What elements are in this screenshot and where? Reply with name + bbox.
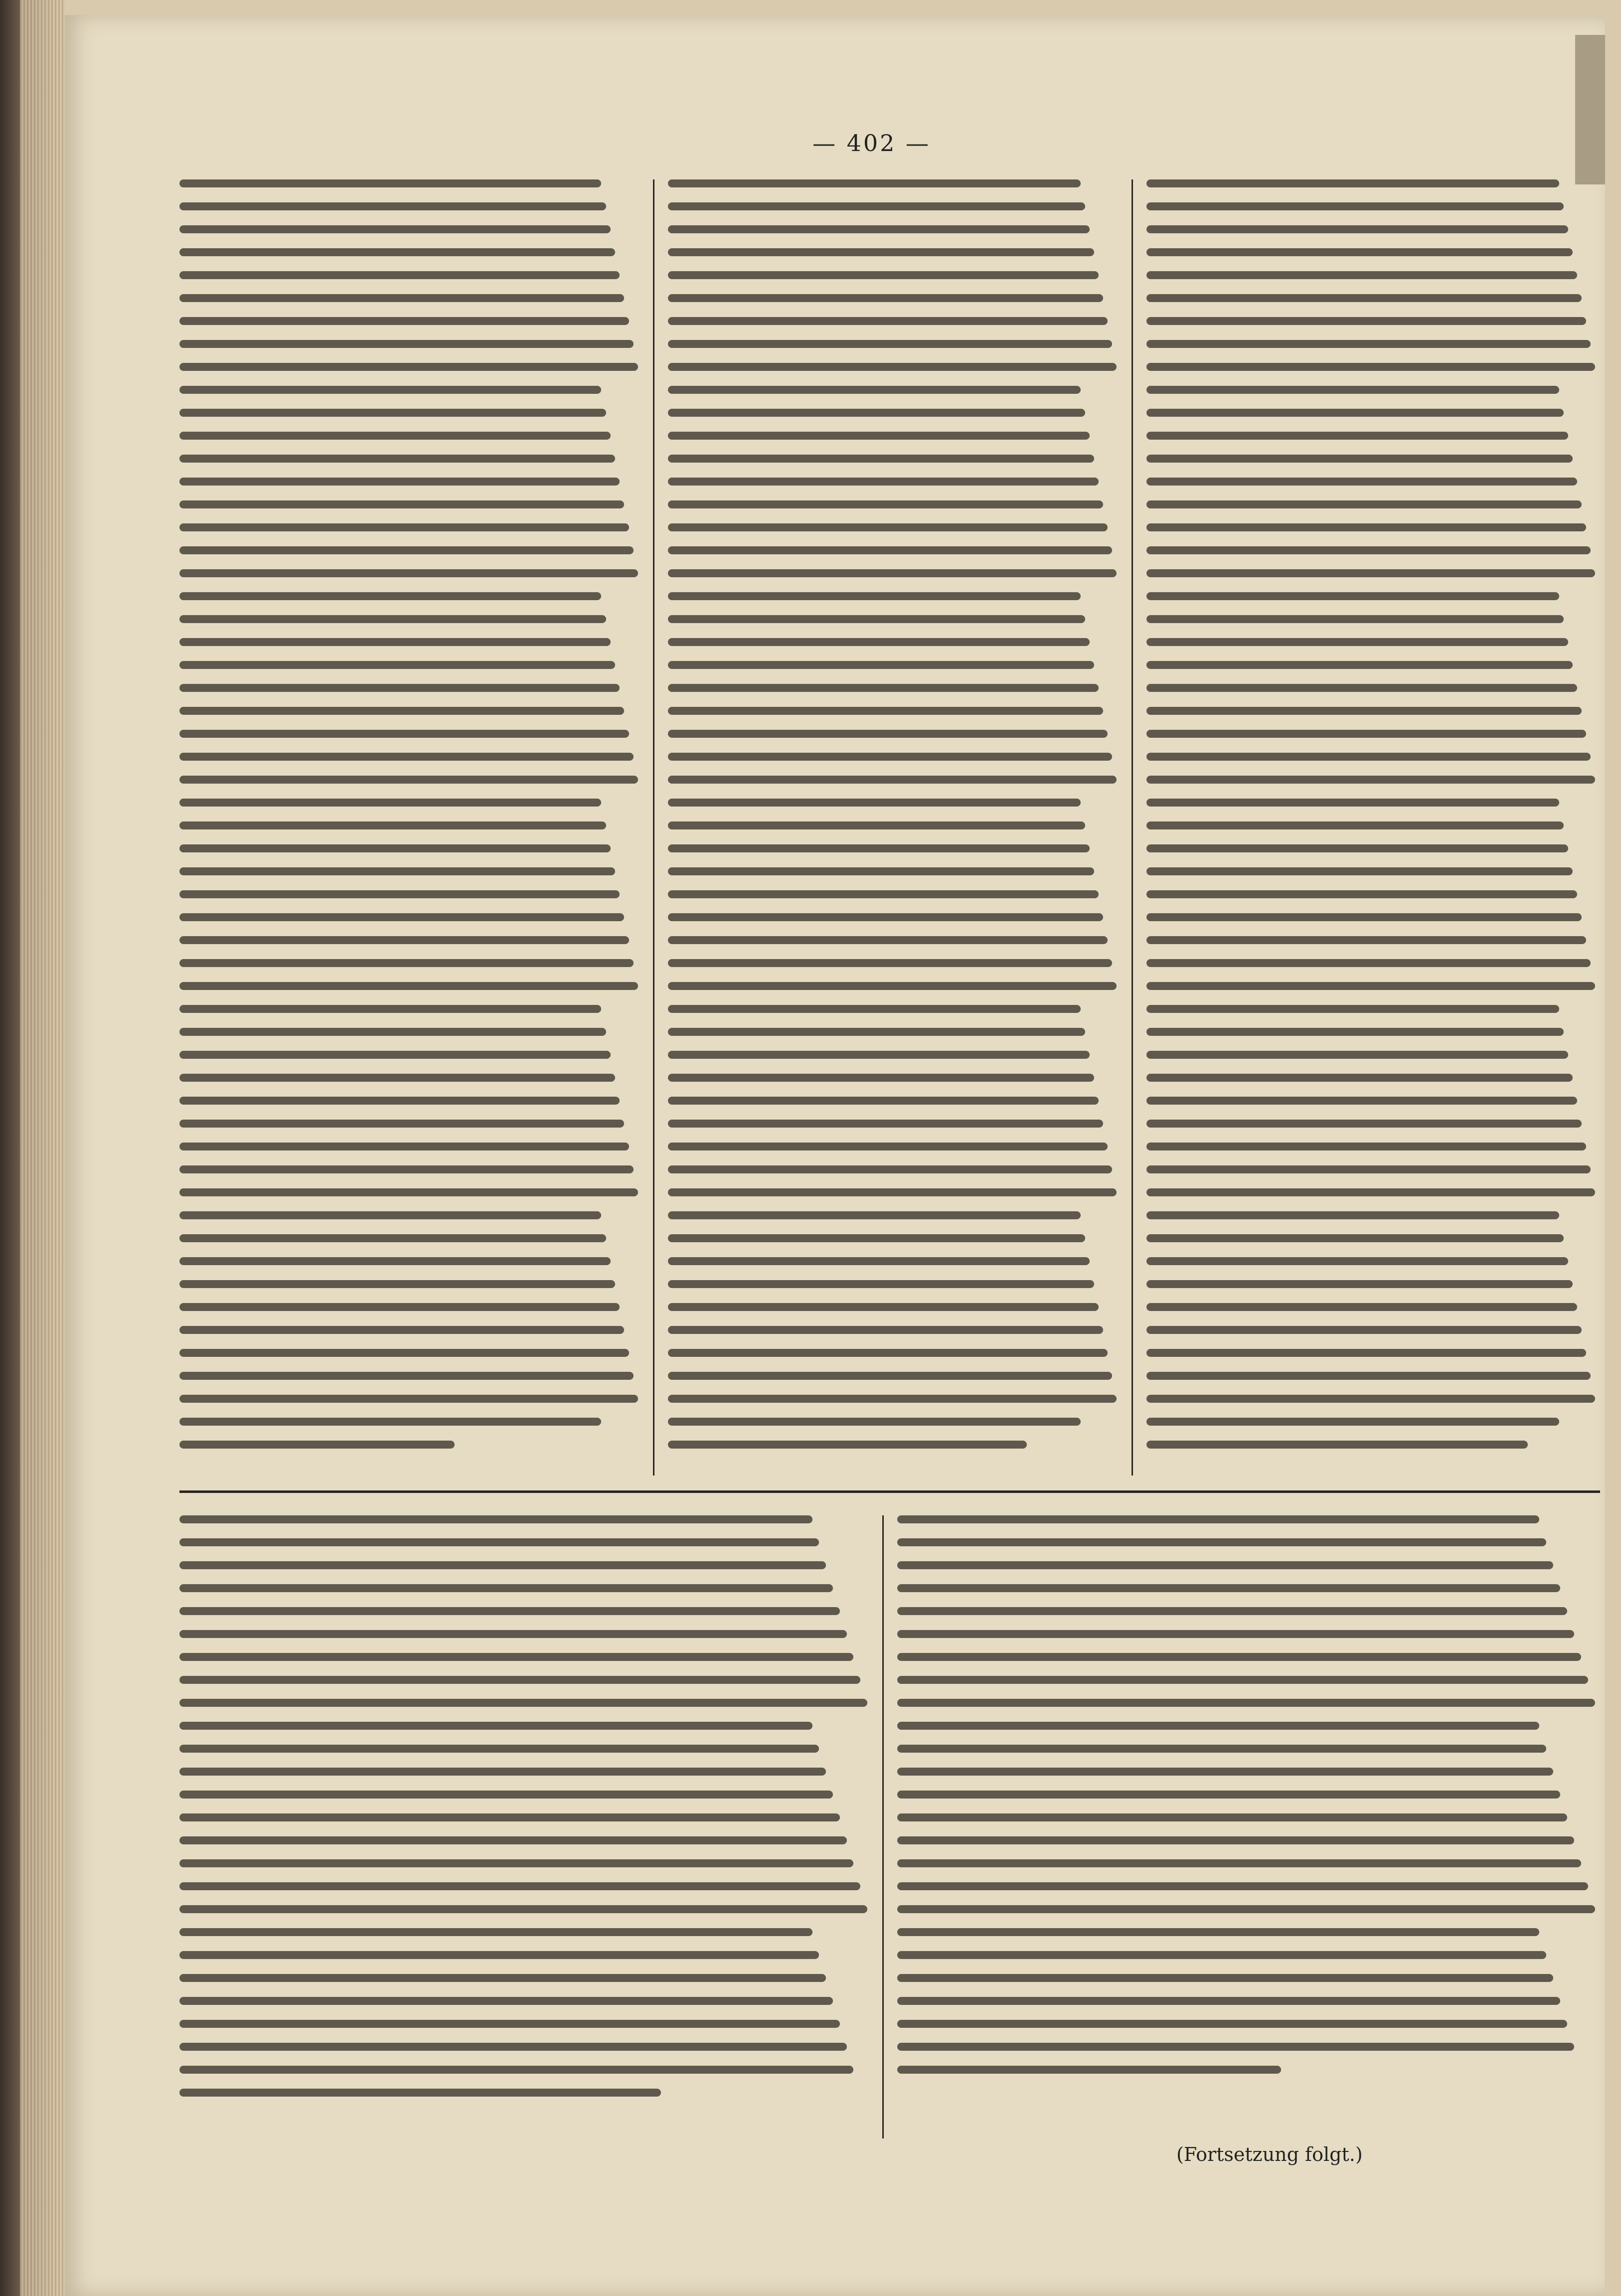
text-line <box>179 936 629 944</box>
upper-column-1 <box>179 179 638 1464</box>
text-line <box>1146 179 1559 187</box>
text-line <box>179 1722 812 1730</box>
text-line <box>897 1515 1539 1523</box>
text-line <box>179 1699 867 1707</box>
text-line <box>179 1211 601 1219</box>
text-line <box>668 1418 1081 1426</box>
text-line <box>668 546 1112 554</box>
text-line <box>1146 409 1564 417</box>
text-line <box>179 913 624 921</box>
text-line <box>668 500 1103 508</box>
newspaper-page <box>65 15 1605 2296</box>
text-line <box>179 638 611 646</box>
text-line <box>668 1143 1108 1150</box>
text-line <box>1146 546 1591 554</box>
text-line <box>1146 1143 1586 1150</box>
text-line <box>668 1372 1112 1380</box>
text-line <box>179 753 634 761</box>
text-line <box>668 1211 1081 1219</box>
text-line <box>1146 569 1595 577</box>
text-line <box>668 1395 1117 1403</box>
text-line <box>179 821 606 829</box>
text-line <box>1146 340 1591 348</box>
text-line <box>1146 936 1586 944</box>
text-line <box>179 1997 833 2005</box>
text-line <box>668 707 1103 715</box>
text-line <box>668 684 1099 692</box>
text-line <box>179 867 615 875</box>
text-line <box>179 959 634 967</box>
text-line <box>179 1515 812 1523</box>
text-line <box>897 1905 1595 1913</box>
text-line <box>179 1813 840 1821</box>
text-line <box>897 1584 1560 1592</box>
text-line <box>179 2066 853 2074</box>
text-line <box>1146 1165 1591 1173</box>
text-line <box>897 1630 1574 1638</box>
text-line <box>179 546 634 554</box>
text-line <box>1146 1303 1577 1311</box>
text-line <box>668 1005 1081 1013</box>
text-line <box>179 386 601 394</box>
text-line <box>1146 753 1591 761</box>
text-line <box>1146 982 1595 990</box>
text-line <box>179 2089 661 2097</box>
text-line <box>897 1607 1567 1615</box>
text-line <box>179 1561 826 1569</box>
column-rule <box>882 1515 884 2138</box>
text-line <box>897 1974 1553 1982</box>
text-line <box>1146 890 1577 898</box>
text-line <box>668 799 1081 807</box>
text-line <box>1146 1028 1564 1036</box>
text-line <box>897 1813 1567 1821</box>
text-line <box>668 340 1112 348</box>
text-line <box>668 913 1103 921</box>
upper-column-2 <box>668 179 1117 1464</box>
text-line <box>179 1791 833 1799</box>
text-line <box>668 1120 1103 1128</box>
text-line <box>668 1441 1027 1449</box>
text-line <box>179 317 629 325</box>
text-line <box>668 363 1117 371</box>
text-line <box>668 1188 1117 1196</box>
text-line <box>1146 1234 1564 1242</box>
text-line <box>897 1836 1574 1844</box>
text-line <box>668 1028 1085 1036</box>
text-line <box>1146 1097 1577 1105</box>
text-line <box>179 1143 629 1150</box>
text-line <box>179 478 620 486</box>
text-line <box>179 1836 847 1844</box>
text-line <box>1146 248 1573 256</box>
text-line <box>179 340 634 348</box>
text-line <box>897 1722 1539 1730</box>
text-line <box>179 684 620 692</box>
text-line <box>668 615 1085 623</box>
text-line <box>179 1882 860 1890</box>
text-line <box>1146 1326 1582 1334</box>
text-line <box>179 202 606 210</box>
text-line <box>179 500 624 508</box>
text-line <box>668 294 1103 302</box>
text-line <box>1146 1120 1582 1128</box>
text-line <box>1146 1188 1595 1196</box>
text-line <box>1146 799 1559 807</box>
text-line <box>179 1074 615 1082</box>
text-line <box>179 799 601 807</box>
text-line <box>668 455 1094 463</box>
text-line <box>1146 867 1573 875</box>
text-line <box>1146 455 1573 463</box>
text-line <box>1146 1280 1573 1288</box>
text-line <box>179 294 624 302</box>
text-line <box>1146 1372 1591 1380</box>
text-line <box>668 959 1112 967</box>
text-line <box>179 1745 819 1753</box>
text-line <box>1146 432 1568 440</box>
text-line <box>1146 1074 1573 1082</box>
text-line <box>1146 386 1559 394</box>
text-line <box>179 409 606 417</box>
text-line <box>1146 959 1591 967</box>
text-line <box>668 202 1085 210</box>
text-line <box>179 1418 601 1426</box>
text-line <box>897 1561 1553 1569</box>
text-line <box>668 821 1085 829</box>
text-line <box>179 1280 615 1288</box>
text-line <box>668 225 1090 233</box>
text-line <box>897 1653 1581 1661</box>
text-line <box>179 1395 638 1403</box>
text-line <box>668 1097 1099 1105</box>
text-line <box>1146 776 1595 784</box>
text-line <box>668 638 1090 646</box>
text-line <box>179 248 615 256</box>
text-line <box>1146 615 1564 623</box>
lower-column-2 <box>897 1515 1595 2089</box>
text-line <box>1146 478 1577 486</box>
text-line <box>1146 500 1582 508</box>
text-line <box>179 1234 606 1242</box>
text-line <box>668 936 1108 944</box>
text-line <box>1146 317 1586 325</box>
text-line <box>1146 638 1568 646</box>
text-line <box>668 730 1108 738</box>
text-line <box>179 615 606 623</box>
text-line <box>1146 523 1586 531</box>
text-line <box>668 179 1081 187</box>
text-line <box>1146 592 1559 600</box>
text-line <box>897 1997 1560 2005</box>
text-line <box>668 890 1099 898</box>
text-line <box>668 1257 1090 1265</box>
text-line <box>897 1859 1581 1867</box>
page-tab <box>1575 35 1605 184</box>
text-line <box>668 432 1090 440</box>
text-line <box>668 271 1099 279</box>
text-line <box>179 1097 620 1105</box>
text-line <box>179 730 629 738</box>
text-line <box>179 1859 853 1867</box>
page-stack-edges <box>20 0 65 2296</box>
text-line <box>897 1882 1588 1890</box>
text-line <box>668 317 1108 325</box>
text-line <box>668 1349 1108 1357</box>
text-line <box>668 409 1085 417</box>
text-line <box>1146 844 1568 852</box>
text-line <box>179 1584 833 1592</box>
section-divider <box>179 1490 1600 1493</box>
text-line <box>897 2066 1281 2074</box>
text-line <box>1146 661 1573 669</box>
text-line <box>179 523 629 531</box>
text-line <box>179 225 611 233</box>
text-line <box>668 1326 1103 1334</box>
text-line <box>1146 271 1577 279</box>
text-line <box>179 1928 812 1936</box>
column-rule <box>653 179 654 1476</box>
text-line <box>668 523 1108 531</box>
text-line <box>1146 202 1564 210</box>
text-line <box>1146 1349 1586 1357</box>
text-line <box>179 363 638 371</box>
text-line <box>668 569 1117 577</box>
column-rule <box>1132 179 1133 1476</box>
text-line <box>1146 294 1582 302</box>
text-line <box>179 661 615 669</box>
text-line <box>897 1791 1560 1799</box>
lower-column-1 <box>179 1515 867 2112</box>
text-line <box>179 455 615 463</box>
text-line <box>1146 684 1577 692</box>
text-line <box>179 1120 624 1128</box>
text-line <box>179 1653 853 1661</box>
text-line <box>668 776 1117 784</box>
text-line <box>179 1676 860 1684</box>
text-line <box>179 776 638 784</box>
text-line <box>179 271 620 279</box>
text-line <box>179 1051 611 1059</box>
text-line <box>179 1188 638 1196</box>
text-line <box>897 1699 1595 1707</box>
text-line <box>179 1441 455 1449</box>
text-line <box>1146 1418 1559 1426</box>
text-line <box>179 179 601 187</box>
text-line <box>179 1607 840 1615</box>
text-line <box>668 1165 1112 1173</box>
text-line <box>179 1538 819 1546</box>
text-line <box>1146 1051 1568 1059</box>
text-line <box>897 2020 1567 2028</box>
text-line <box>668 1234 1085 1242</box>
text-line <box>897 1928 1539 1936</box>
text-line <box>179 592 601 600</box>
text-line <box>179 1165 634 1173</box>
text-line <box>1146 225 1568 233</box>
text-line <box>179 982 638 990</box>
text-line <box>668 1051 1090 1059</box>
text-line <box>1146 1395 1595 1403</box>
text-line <box>179 1326 624 1334</box>
text-line <box>1146 1257 1568 1265</box>
text-line <box>179 432 611 440</box>
text-line <box>668 1303 1099 1311</box>
text-line <box>1146 707 1582 715</box>
text-line <box>668 1280 1094 1288</box>
text-line <box>179 2020 840 2028</box>
text-line <box>179 1372 634 1380</box>
text-line <box>897 1745 1546 1753</box>
text-line <box>179 1349 629 1357</box>
text-line <box>179 707 624 715</box>
text-line <box>1146 1441 1528 1449</box>
text-line <box>668 478 1099 486</box>
text-line <box>1146 363 1595 371</box>
text-line <box>179 1028 606 1036</box>
text-line <box>179 844 611 852</box>
continuation-note: (Fortsetzung folgt.) <box>1176 2143 1363 2165</box>
text-line <box>668 982 1117 990</box>
text-line <box>179 569 638 577</box>
text-line <box>1146 1005 1559 1013</box>
text-line <box>897 1768 1553 1776</box>
text-line <box>179 1905 867 1913</box>
page-number: — 402 — <box>812 130 931 157</box>
text-line <box>668 386 1081 394</box>
text-line <box>179 1630 847 1638</box>
text-line <box>897 1538 1546 1546</box>
text-line <box>179 1303 620 1311</box>
text-line <box>1146 913 1582 921</box>
upper-column-3 <box>1146 179 1595 1464</box>
text-line <box>179 2043 847 2051</box>
text-line <box>668 867 1094 875</box>
text-line <box>179 1257 611 1265</box>
text-line <box>897 1951 1546 1959</box>
text-line <box>668 753 1112 761</box>
text-line <box>179 1005 601 1013</box>
text-line <box>668 661 1094 669</box>
text-line <box>668 1074 1094 1082</box>
text-line <box>179 1974 826 1982</box>
text-line <box>1146 730 1586 738</box>
text-line <box>179 1951 819 1959</box>
text-line <box>897 2043 1574 2051</box>
text-line <box>179 890 620 898</box>
text-line <box>668 248 1094 256</box>
text-line <box>668 844 1090 852</box>
text-line <box>668 592 1081 600</box>
text-line <box>1146 821 1564 829</box>
text-line <box>1146 1211 1559 1219</box>
text-line <box>179 1768 826 1776</box>
text-line <box>897 1676 1588 1684</box>
